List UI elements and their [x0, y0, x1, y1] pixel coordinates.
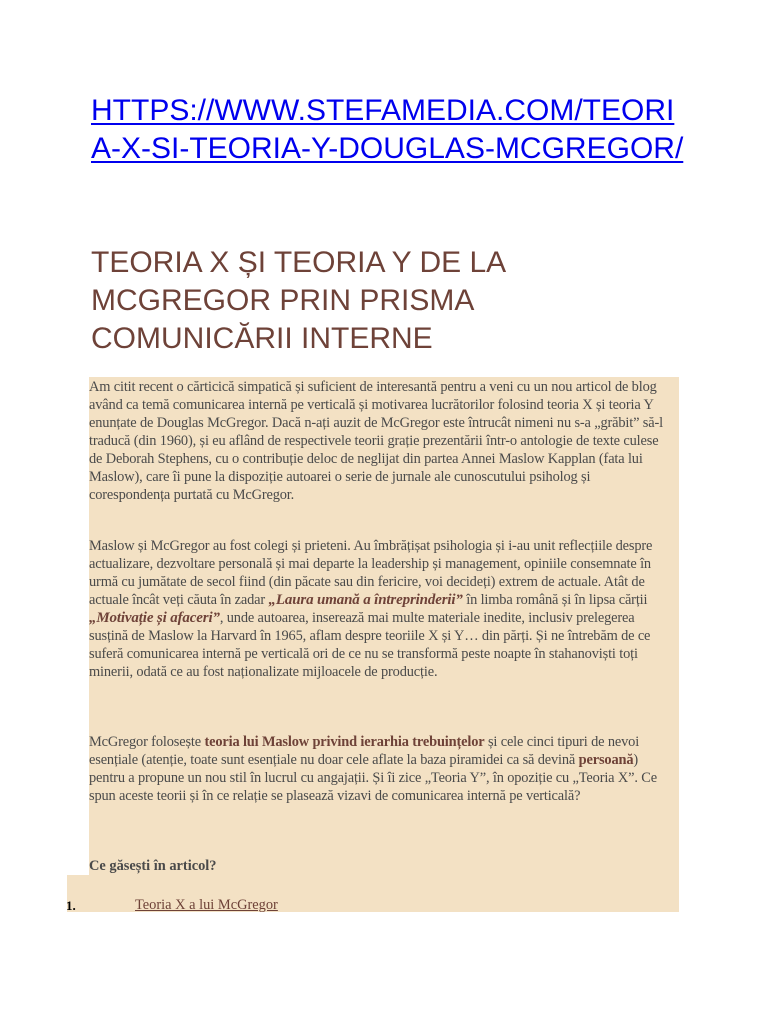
- paragraph-text: McGregor folosește: [89, 734, 205, 750]
- article-title: TEORIA X ȘI TEORIA Y DE LA MCGREGOR PRIN PRISMA COMUNICĂRII INTERNE: [91, 246, 505, 355]
- intro-paragraph: Am citit recent o cărticică simpatică și suficient de interesantă pentru a veni cu un nou articol de blog având ca temă comunicarea internă pe verticală și motivarea lucrătorilor folosind teoria X și teoria Y enunțate de Douglas McGregor. Dacă n-ați auzit de McGregor este întrucât nimeni nu s-a „grăbit” să-l traducă (din 1960), și eu aflând de respectivele teorii grație prezentării într-o antologie de texte culese de Deborah Stephens, cu o contribuție deloc de neglijat din partea Annei Maslow Kapplan (fata lui Maslow), care îi pune la dispoziție autoarei o serie de jurnale ale cunoscutului psiholog și corespondența purtată cu McGregor.: [89, 379, 663, 503]
- toc-item-number: 1.: [66, 898, 76, 913]
- persoana-emphasis: persoană: [578, 752, 634, 768]
- paragraph-text: și cele cinci tipuri de nevoi esențiale (atenție, toate sunt esențiale nu doar cele aflate la baza piramidei ca să devină: [89, 734, 640, 768]
- theory-paragraph: [89, 733, 673, 805]
- paragraph-text: Maslow și McGregor au fost colegi și prieteni. Au îmbrățișat psihologia și i-au unit reflecțiile despre actualizare, dezvoltare personală și mai departe la leadership și management, opiniile consemnate în urmă cu jumătate de secol fiind (din păcate sau din fericire, voi decideți) extrem de actuale. Atât de actuale încât veți căuta în zadar: [89, 538, 653, 608]
- toc-item-link[interactable]: Teoria X a lui McGregor: [135, 897, 278, 913]
- book-title-motivatie-afaceri: „Motivație și afaceri”: [89, 610, 220, 626]
- maslow-theory-emphasis: teoria lui Maslow privind ierarhia trebuințelor: [204, 734, 485, 750]
- maslow-mcgregor-paragraph: [89, 537, 673, 681]
- book-title-laura-umana: „Laura umană a întreprinderii”: [268, 592, 463, 608]
- toc-heading: Ce găsești în articol?: [89, 858, 217, 874]
- paragraph-text: , unde autoarea, inserează mai multe materiale inedite, inclusiv prelegerea susțină de Maslow la Harvard în 1965, aflam despre teoriile X și Y… din părți. Și ne întrebăm de ce suferă comunicarea internă pe verticală ori de ce nu se transformă peste noapte în stahanoviști toți minerii, odată ce au fost naționalizate mijloacele de producție.: [89, 610, 651, 680]
- paragraph-text: în limba română și în lipsa cărții: [462, 592, 648, 608]
- paragraph-text: ) pentru a propune un nou stil în lucrul cu angajații. Și îi zice „Teoria Y”, în opoziție cu „Teoria X”. Ce spun aceste teorii și în ce relație se plasează vizavi de comunicarea internă pe verticală?: [89, 752, 657, 804]
- source-url-link[interactable]: HTTPS://WWW.STEFAMEDIA.COM/TEORIA-X-SI-TEORIA-Y-DOUGLAS-MCGREGOR/: [91, 94, 684, 165]
